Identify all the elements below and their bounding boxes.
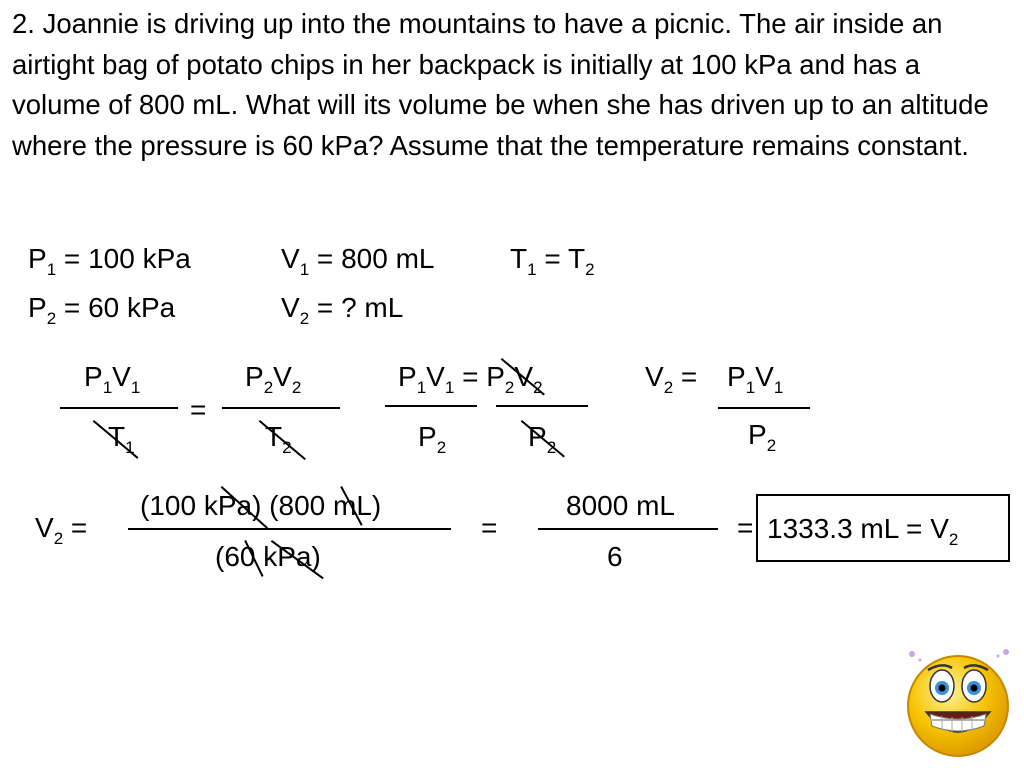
given-temperature: $T_1 = T_2$ [510, 243, 595, 279]
step2-denominator-right: $P_2$ [528, 421, 557, 457]
step3-bar [718, 407, 810, 409]
calc-equals-2: = [737, 512, 754, 543]
calc-result-denominator: 6 [607, 541, 623, 572]
step2-bar-left [385, 405, 477, 407]
frac1-numerator: $P_1V_1$ [84, 361, 141, 397]
frac1-bar [60, 407, 178, 409]
frac2-numerator: $P_2V_2$ [245, 361, 302, 397]
given-v1: $V_1 = 800$ mL [281, 243, 435, 279]
frac2-denominator: $T_2$ [265, 421, 292, 457]
calc-bar [128, 528, 451, 530]
smiley-icon [902, 640, 1018, 760]
calc-denominator: (60 kPa) [215, 541, 321, 572]
calc-lhs: $V_2$ = [35, 512, 88, 548]
problem-statement: 2. Joannie is driving up into the mountains to have a picnic. The air inside an airtight bag of potato chips in her backpack is initially at 100 kPa and has a volume of 800 mL. What will its volume be when she has driven up to an altitude where the pressure is 60 kPa? Assume that the temperature remains constant. [12, 8, 989, 161]
calc-equals-1: = [481, 512, 498, 543]
step2-bar-right [496, 405, 588, 407]
given-p1: $P_1 = 100$ kPa [28, 243, 191, 279]
frac1-denominator: $T_1$ [108, 421, 135, 457]
step2-equation: $P_1V_1 = P_2V_2$ [398, 361, 543, 397]
answer: 1333.3 mL = $V_2$ [767, 513, 959, 549]
step3-numerator: $P_1V_1$ [727, 361, 784, 397]
given-v2: $V_2$ = ? mL [281, 292, 404, 328]
step3-denominator: $P_2$ [748, 419, 777, 455]
given-p2: $P_2 = 60$ kPa [28, 292, 176, 328]
frac2-bar [222, 407, 340, 409]
equals-sign: = [190, 394, 207, 425]
calc-numerator: (100 kPa) (800 mL) [140, 490, 382, 521]
step3-lhs: $V_2$ = [645, 361, 698, 397]
calc-result-bar [538, 528, 718, 530]
step2-denominator-left: $P_2$ [418, 421, 447, 457]
calc-result-numerator: 8000 mL [566, 490, 675, 521]
